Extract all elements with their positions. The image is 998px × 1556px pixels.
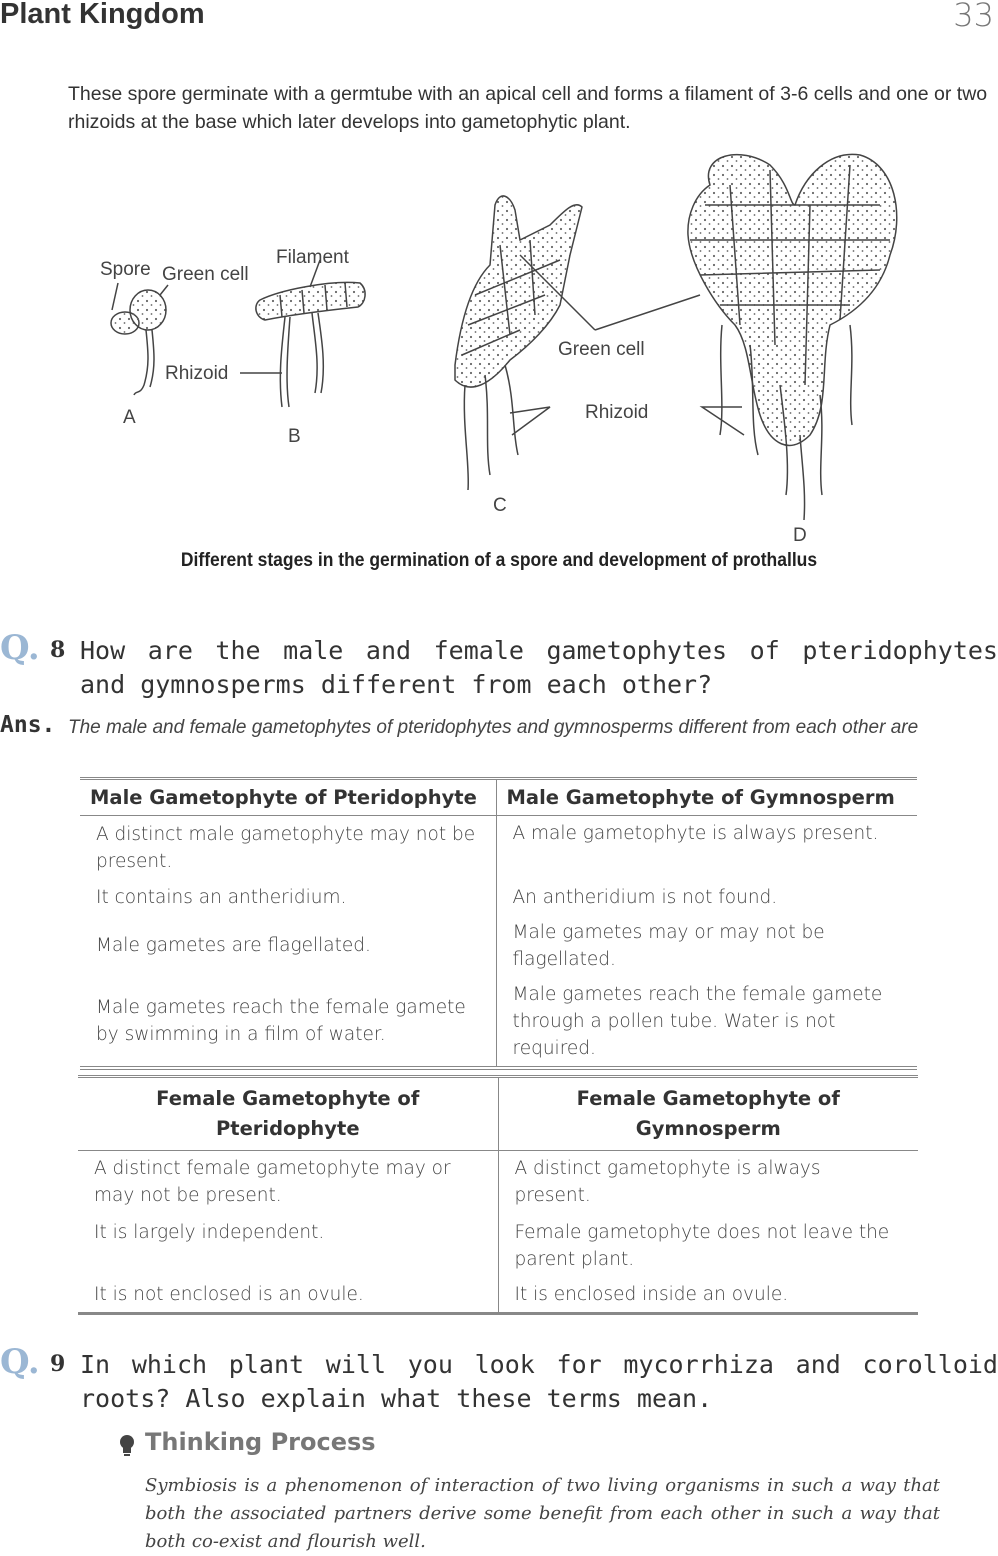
female-header-pteridophyte: Female Gametophyte of Pteridophyte bbox=[78, 1077, 498, 1151]
label-rhizoid-ab: Rhizoid bbox=[165, 363, 229, 384]
table-cell: Male gametes may or may not be flagellated. bbox=[512, 921, 825, 970]
label-filament: Filament bbox=[276, 247, 349, 268]
male-header-gymnosperm: Male Gametophyte of Gymnosperm bbox=[496, 779, 917, 816]
label-stage-d: D bbox=[793, 525, 807, 545]
label-stage-a: A bbox=[123, 407, 136, 428]
q8-mark: Q. bbox=[0, 628, 40, 668]
table-cell: It is enclosed inside an ovule. bbox=[514, 1283, 789, 1305]
table-row bbox=[80, 816, 917, 880]
male-gametophyte-table bbox=[80, 777, 917, 1070]
table-cell: It is not enclosed is an ovule. bbox=[78, 1277, 498, 1314]
q8-question: How are the male and female gametophytes of pteridophytes and gymnosperms different from each other? bbox=[80, 636, 998, 699]
bulb-icon bbox=[118, 1433, 136, 1459]
label-green-cell-a: Green cell bbox=[162, 264, 249, 285]
table-cell: A distinct female gametophyte may or may not be present. bbox=[78, 1151, 498, 1215]
table-cell: Male gametes reach the female gamete through a pollen tube. Water is not required. bbox=[512, 983, 883, 1059]
female-gametophyte-table bbox=[78, 1075, 918, 1315]
table-cell: An antheridium is not found. bbox=[512, 886, 778, 908]
q9-question: In which plant will you look for mycorrhiza and corolloid roots? Also explain what these terms mean. bbox=[80, 1350, 998, 1413]
stage-a-drawing bbox=[111, 283, 168, 395]
chapter-title: Plant Kingdom bbox=[0, 0, 205, 30]
thinking-process-text: Symbiosis is a phenomenon of interaction of two living organisms in such a way that both the associated partners derive some benefit from each other in such a way that both co-exist and flourish well. bbox=[145, 1475, 940, 1552]
q9-number: 9 bbox=[50, 1351, 66, 1377]
table-row bbox=[80, 880, 917, 915]
germination-figure bbox=[90, 145, 920, 545]
thinking-process-title: Thinking Process bbox=[145, 1428, 376, 1456]
label-stage-c: C bbox=[493, 495, 507, 516]
answer-text: The male and female gametophytes of pteridophytes and gymnosperms different from each other are bbox=[68, 717, 919, 738]
female-header-gymnosperm: Female Gametophyte of Gymnosperm bbox=[498, 1077, 918, 1151]
stage-b-drawing bbox=[240, 260, 365, 407]
answer-label: Ans. bbox=[0, 712, 56, 738]
stage-d-drawing bbox=[595, 154, 897, 520]
page-number: 33 bbox=[953, 0, 994, 34]
table-cell: It contains an antheridium. bbox=[80, 880, 496, 915]
table-cell: A distinct gametophyte is always present. bbox=[514, 1158, 821, 1206]
table-cell: It is largely independent. bbox=[78, 1215, 498, 1277]
table-cell: Male gametes are flagellated. bbox=[80, 915, 496, 977]
figure-caption: Different stages in the germination of a spore and development of prothallus bbox=[180, 550, 818, 571]
table-row bbox=[78, 1151, 918, 1215]
label-stage-b: B bbox=[288, 426, 301, 447]
table-row bbox=[78, 1215, 918, 1277]
label-green-cell-cd: Green cell bbox=[558, 339, 645, 360]
table-cell: A male gametophyte is always present. bbox=[512, 823, 879, 844]
table-cell: Male gametes reach the female gamete by swimming in a film of water. bbox=[80, 977, 496, 1068]
table-row bbox=[80, 915, 917, 977]
q8-number: 8 bbox=[50, 637, 66, 663]
table-cell: Female gametophyte does not leave the parent plant. bbox=[514, 1221, 890, 1270]
table-cell: A distinct male gametophyte may not be present. bbox=[80, 816, 496, 880]
q9-mark: Q. bbox=[0, 1342, 40, 1382]
male-header-pteridophyte: Male Gametophyte of Pteridophyte bbox=[80, 779, 496, 816]
label-spore: Spore bbox=[100, 259, 151, 280]
table-row bbox=[78, 1277, 918, 1314]
intro-paragraph: These spore germinate with a germtube with an apical cell and forms a filament of 3-6 cells and one or two rhizoids at the base which later develops into gametophytic plant. bbox=[68, 83, 988, 133]
table-row bbox=[80, 977, 917, 1068]
label-rhizoid-cd: Rhizoid bbox=[585, 402, 649, 423]
